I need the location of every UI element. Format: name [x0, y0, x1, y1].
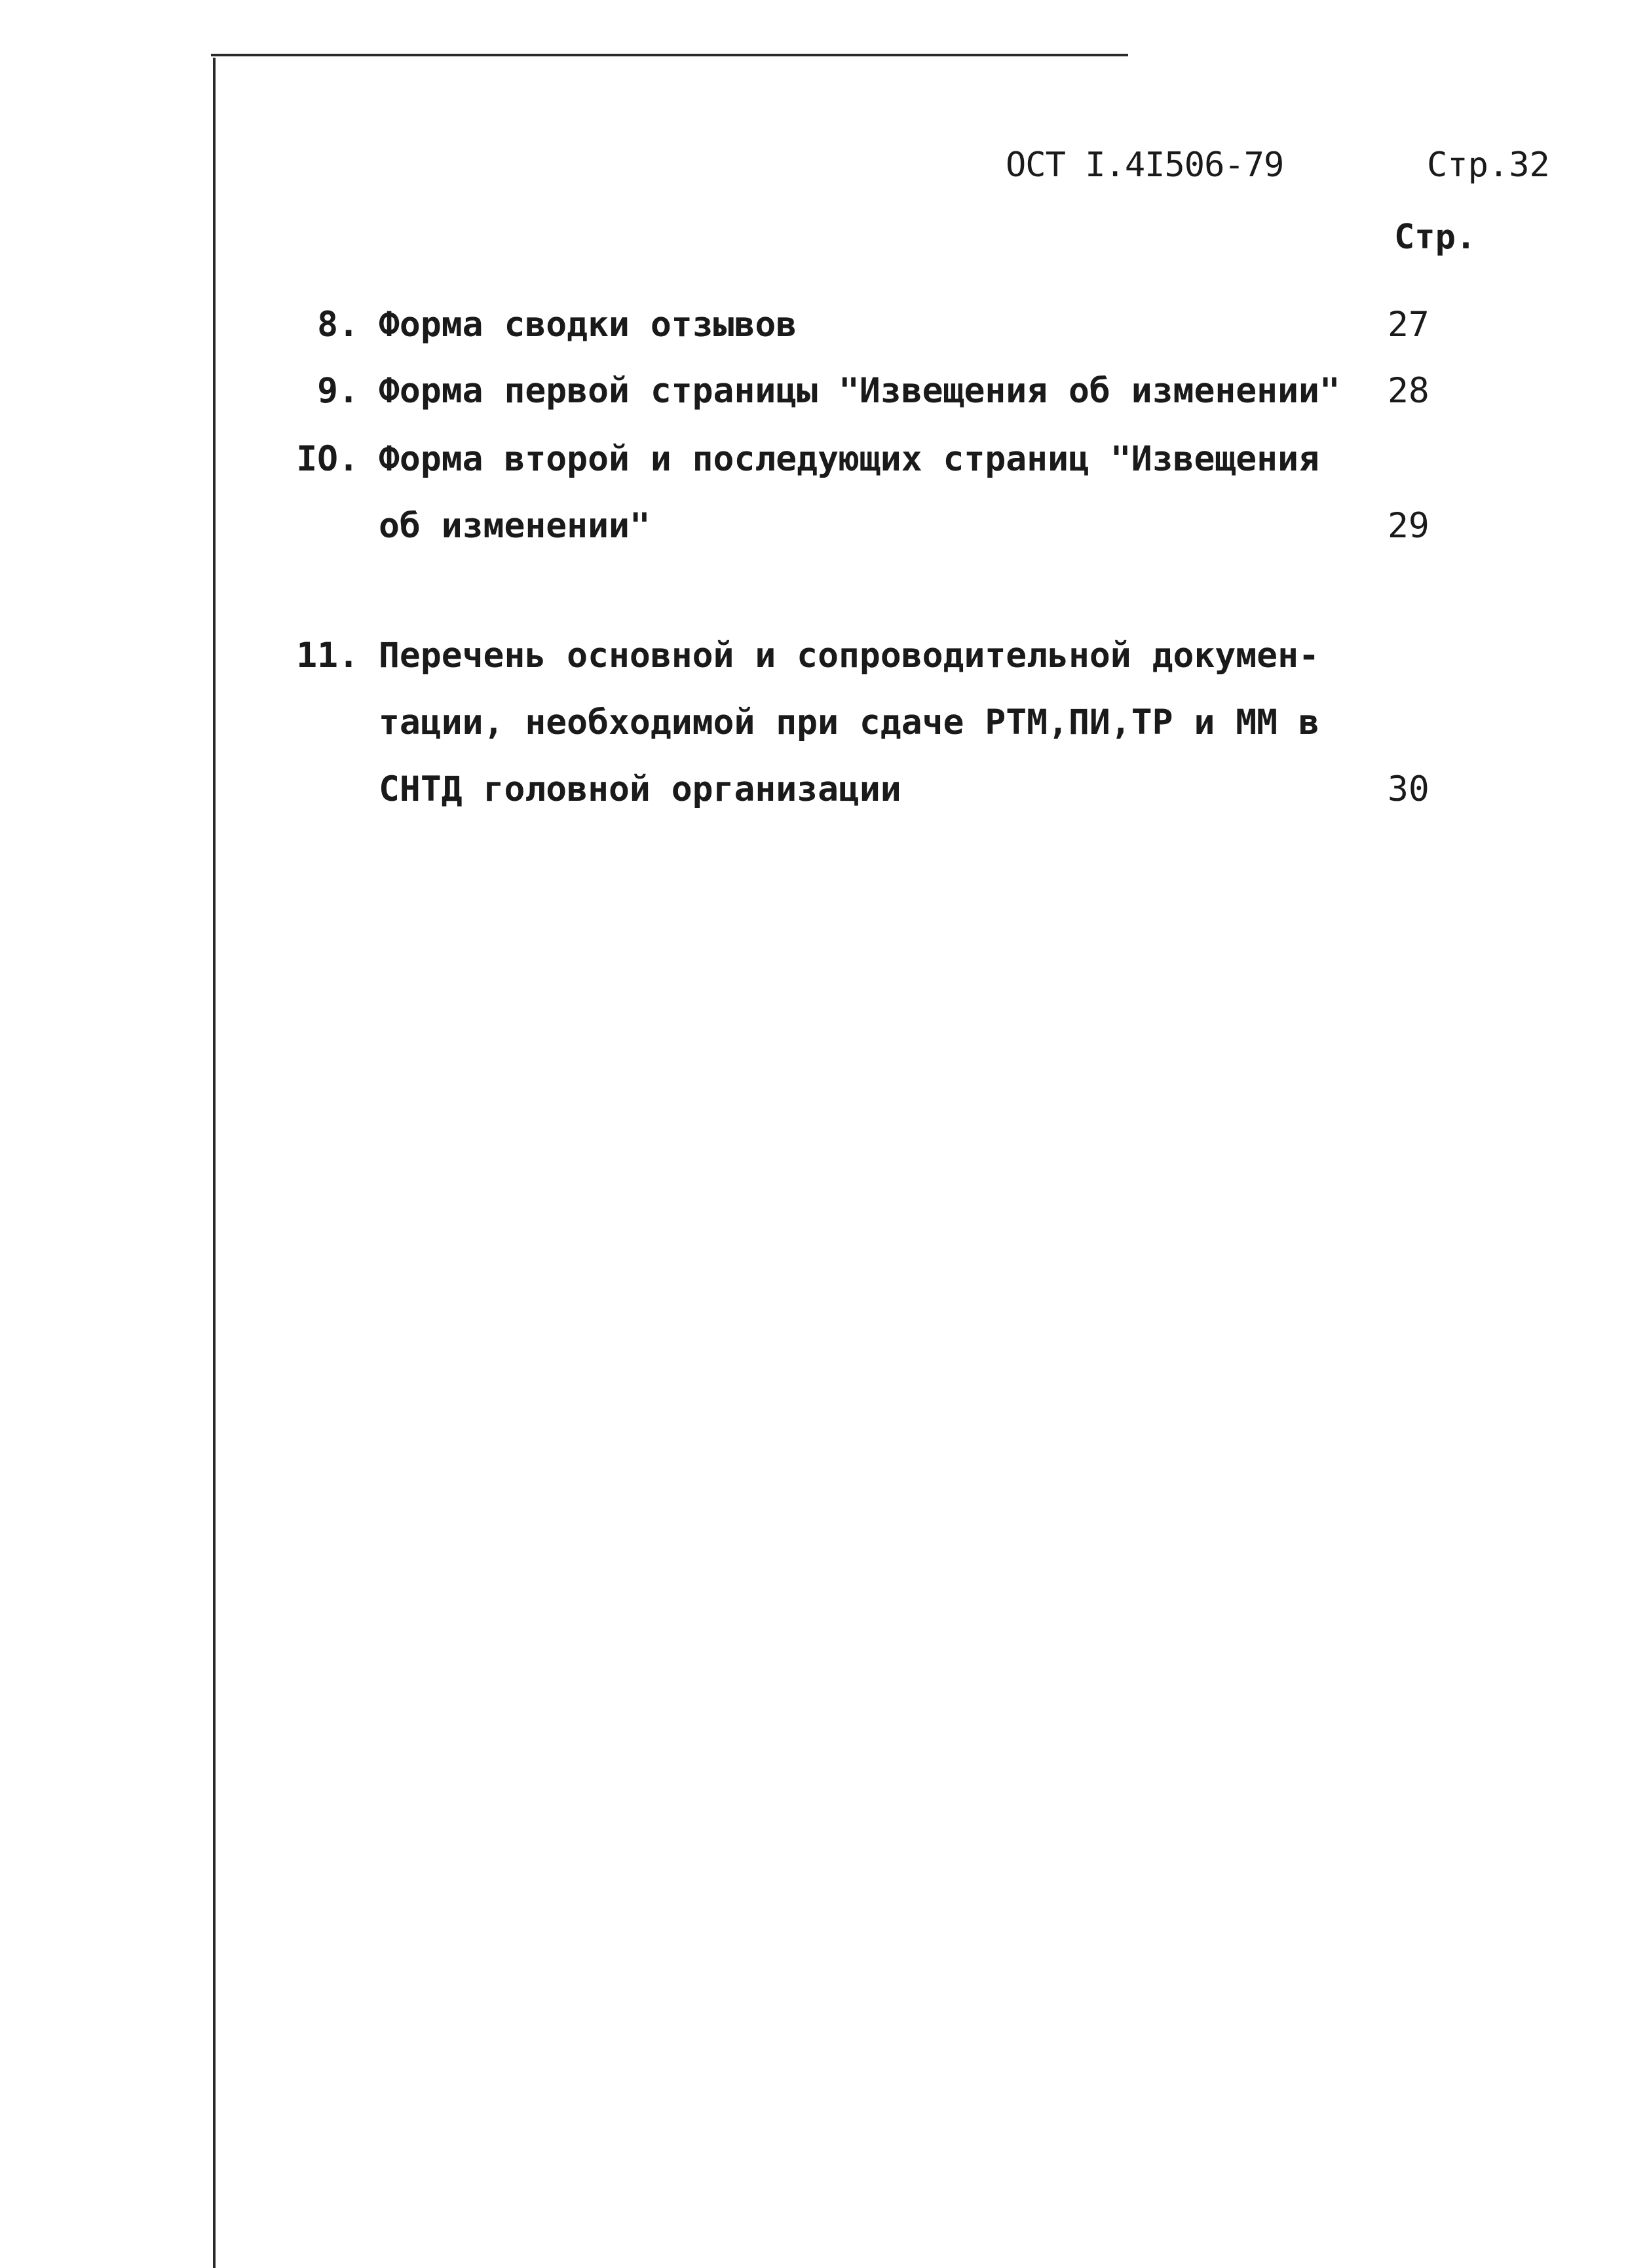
toc-entry-11-page: 30 [1388, 769, 1429, 809]
toc-entry-11-title-line-1: Перечень основной и сопроводительной докумен- [379, 636, 1319, 676]
page-number: Стр.32 [1427, 145, 1550, 185]
toc-entry-11-number: 11. [296, 636, 359, 676]
toc-entry-10-title-line-2: об изменении" [379, 506, 651, 546]
toc-entry-9-title: Форма первой страницы "Извещения об изменении" [379, 371, 1340, 411]
toc-entry-10-title-line-1: Форма второй и последующих страниц "Извещения [379, 439, 1319, 479]
document-code: ОСТ I.4I506-79 [1006, 145, 1284, 185]
left-margin-rule [213, 58, 216, 2268]
top-rule [211, 54, 1128, 56]
toc-entry-11-title-line-3: СНТД головной организации [379, 769, 901, 809]
toc-entry-9-page: 28 [1388, 371, 1429, 411]
toc-entry-8-title: Форма сводки отзывов [379, 305, 797, 345]
toc-entry-11-title-line-2: тации, необходимой при сдаче РТМ,ПИ,ТР и ММ в [379, 702, 1319, 742]
toc-entry-10-page: 29 [1388, 506, 1429, 546]
toc-entry-8-page: 27 [1388, 305, 1429, 345]
toc-entry-8-number: 8. [317, 305, 359, 345]
toc-entry-10-number: IO. [296, 439, 359, 479]
toc-entry-9-number: 9. [317, 371, 359, 411]
page-column-header: Стр. [1394, 218, 1477, 257]
